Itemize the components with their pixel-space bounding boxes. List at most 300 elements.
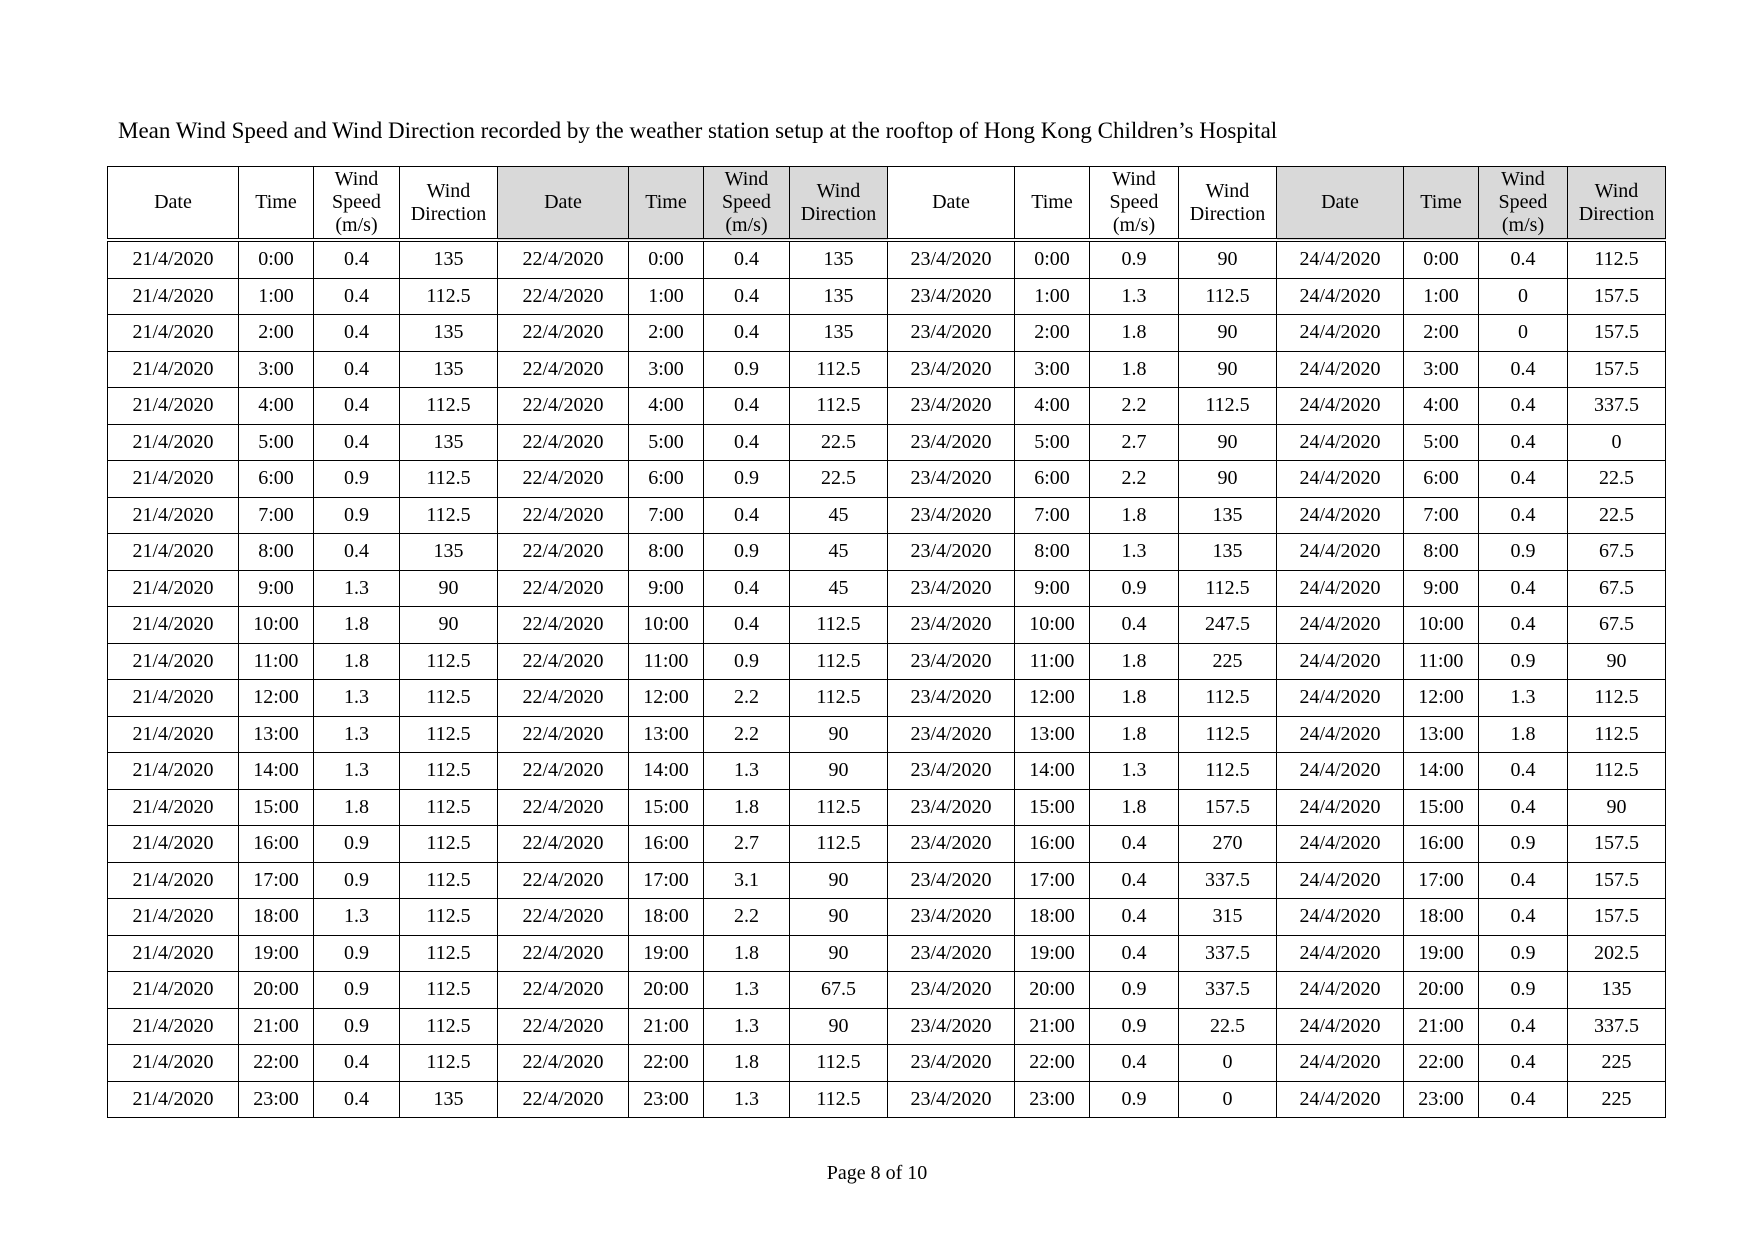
time-cell: 0:00 [629, 240, 704, 278]
wind-direction-cell: 45 [790, 534, 888, 571]
wind-speed-cell: 1.3 [1090, 753, 1179, 790]
time-cell: 12:00 [629, 680, 704, 717]
header-text: Direction [800, 202, 877, 225]
header-date [108, 167, 239, 241]
wind-speed-cell: 1.3 [704, 753, 790, 790]
wind-speed-cell: 1.3 [704, 1008, 790, 1045]
time-cell: 17:00 [1404, 862, 1479, 899]
wind-speed-cell: 0.4 [704, 278, 790, 315]
date-cell: 22/4/2020 [498, 461, 629, 498]
wind-direction-cell: 112.5 [790, 607, 888, 644]
wind-speed-cell: 1.3 [314, 716, 400, 753]
date-cell: 21/4/2020 [108, 1008, 239, 1045]
wind-direction-cell: 45 [790, 570, 888, 607]
wind-speed-cell: 0.4 [314, 351, 400, 388]
time-cell: 21:00 [1015, 1008, 1090, 1045]
date-cell: 22/4/2020 [498, 1081, 629, 1118]
wind-speed-cell: 0.9 [704, 461, 790, 498]
wind-speed-cell: 0.4 [704, 240, 790, 278]
time-cell: 8:00 [629, 534, 704, 571]
wind-direction-cell: 112.5 [400, 935, 498, 972]
wind-speed-cell: 0.4 [1479, 899, 1568, 936]
header-text: (m/s) [1501, 214, 1545, 236]
time-cell: 10:00 [1015, 607, 1090, 644]
time-cell: 16:00 [1404, 826, 1479, 863]
date-cell: 21/4/2020 [108, 424, 239, 461]
time-cell: 4:00 [629, 388, 704, 425]
date-cell: 21/4/2020 [108, 570, 239, 607]
time-cell: 5:00 [239, 424, 314, 461]
date-cell: 21/4/2020 [108, 680, 239, 717]
time-cell: 15:00 [1015, 789, 1090, 826]
wind-speed-cell: 0.4 [1090, 1045, 1179, 1082]
header-text: Date [932, 191, 970, 213]
date-cell: 22/4/2020 [498, 972, 629, 1009]
table-row [108, 1045, 1666, 1082]
wind-direction-cell: 135 [790, 278, 888, 315]
time-cell: 13:00 [239, 716, 314, 753]
wind-direction-cell: 112.5 [790, 1045, 888, 1082]
wind-direction-cell: 225 [1568, 1045, 1666, 1082]
wind-direction-cell: 112.5 [400, 972, 498, 1009]
time-cell: 22:00 [629, 1045, 704, 1082]
header-text: Direction [1189, 202, 1266, 225]
header-text: Time [645, 191, 687, 213]
wind-speed-cell: 1.8 [704, 935, 790, 972]
wind-speed-cell: 0.9 [314, 1008, 400, 1045]
wind-speed-cell: 0.4 [1479, 388, 1568, 425]
date-cell: 23/4/2020 [888, 1008, 1015, 1045]
wind-speed-cell: 1.8 [704, 789, 790, 826]
date-cell: 24/4/2020 [1277, 716, 1404, 753]
wind-direction-cell: 112.5 [1179, 716, 1277, 753]
header-text: Direction [1578, 202, 1655, 225]
date-cell: 24/4/2020 [1277, 862, 1404, 899]
time-cell: 19:00 [1404, 935, 1479, 972]
wind-speed-cell: 2.7 [1090, 424, 1179, 461]
table-row [108, 278, 1666, 315]
wind-direction-cell: 225 [1179, 643, 1277, 680]
date-cell: 21/4/2020 [108, 607, 239, 644]
wind-speed-cell: 2.2 [704, 680, 790, 717]
wind-speed-cell: 0.9 [704, 643, 790, 680]
date-cell: 23/4/2020 [888, 972, 1015, 1009]
wind-direction-cell: 112.5 [400, 1008, 498, 1045]
date-cell: 21/4/2020 [108, 899, 239, 936]
time-cell: 0:00 [1404, 240, 1479, 278]
wind-direction-cell: 157.5 [1568, 278, 1666, 315]
time-cell: 23:00 [239, 1081, 314, 1118]
time-cell: 9:00 [1015, 570, 1090, 607]
date-cell: 22/4/2020 [498, 1008, 629, 1045]
wind-speed-cell: 1.8 [1479, 716, 1568, 753]
date-cell: 24/4/2020 [1277, 753, 1404, 790]
date-cell: 21/4/2020 [108, 315, 239, 352]
time-cell: 16:00 [629, 826, 704, 863]
time-cell: 7:00 [629, 497, 704, 534]
wind-direction-cell: 22.5 [1179, 1008, 1277, 1045]
table-row [108, 240, 1666, 278]
wind-direction-cell: 90 [1179, 240, 1277, 278]
time-cell: 22:00 [239, 1045, 314, 1082]
wind-direction-cell: 112.5 [400, 643, 498, 680]
wind-direction-cell: 90 [790, 1008, 888, 1045]
time-cell: 9:00 [239, 570, 314, 607]
date-cell: 24/4/2020 [1277, 935, 1404, 972]
time-cell: 18:00 [239, 899, 314, 936]
wind-direction-cell: 22.5 [790, 424, 888, 461]
wind-speed-cell: 0.4 [704, 388, 790, 425]
date-cell: 24/4/2020 [1277, 1008, 1404, 1045]
header-text: Time [1420, 191, 1462, 213]
date-cell: 21/4/2020 [108, 826, 239, 863]
date-cell: 22/4/2020 [498, 716, 629, 753]
wind-direction-cell: 157.5 [1568, 315, 1666, 352]
time-cell: 12:00 [239, 680, 314, 717]
header-wind-direction [1179, 167, 1277, 241]
header-text: Speed [722, 191, 771, 213]
wind-speed-cell: 0 [1479, 278, 1568, 315]
header-time [1015, 167, 1090, 241]
date-cell: 23/4/2020 [888, 240, 1015, 278]
wind-speed-cell: 1.8 [1090, 789, 1179, 826]
wind-speed-cell: 0.9 [1479, 534, 1568, 571]
table-row [108, 534, 1666, 571]
date-cell: 23/4/2020 [888, 899, 1015, 936]
wind-speed-cell: 0.4 [314, 424, 400, 461]
wind-direction-cell: 90 [1179, 461, 1277, 498]
wind-direction-cell: 112.5 [790, 351, 888, 388]
wind-direction-cell: 112.5 [790, 680, 888, 717]
wind-direction-cell: 112.5 [400, 388, 498, 425]
wind-direction-cell: 90 [790, 753, 888, 790]
wind-direction-cell: 112.5 [400, 497, 498, 534]
date-cell: 22/4/2020 [498, 643, 629, 680]
wind-direction-cell: 157.5 [1568, 826, 1666, 863]
date-cell: 22/4/2020 [498, 424, 629, 461]
time-cell: 17:00 [239, 862, 314, 899]
header-text: Wind [334, 168, 379, 190]
wind-direction-cell: 90 [790, 899, 888, 936]
date-cell: 22/4/2020 [498, 680, 629, 717]
wind-direction-cell: 112.5 [400, 753, 498, 790]
time-cell: 16:00 [239, 826, 314, 863]
time-cell: 20:00 [1404, 972, 1479, 1009]
wind-speed-cell: 1.3 [704, 972, 790, 1009]
date-cell: 22/4/2020 [498, 388, 629, 425]
wind-direction-cell: 112.5 [400, 789, 498, 826]
time-cell: 16:00 [1015, 826, 1090, 863]
header-date [498, 167, 629, 241]
header-wind-speed [1090, 167, 1179, 241]
wind-speed-cell: 0.4 [1090, 826, 1179, 863]
time-cell: 5:00 [1404, 424, 1479, 461]
time-cell: 11:00 [239, 643, 314, 680]
time-cell: 20:00 [629, 972, 704, 1009]
date-cell: 24/4/2020 [1277, 570, 1404, 607]
wind-speed-cell: 1.3 [1479, 680, 1568, 717]
time-cell: 14:00 [1404, 753, 1479, 790]
date-cell: 22/4/2020 [498, 1045, 629, 1082]
table-row [108, 862, 1666, 899]
header-text: Wind [724, 168, 769, 190]
date-cell: 21/4/2020 [108, 240, 239, 278]
date-cell: 23/4/2020 [888, 315, 1015, 352]
header-text: Speed [1498, 191, 1548, 213]
header-text: Time [1031, 191, 1073, 213]
wind-speed-cell: 0.9 [314, 862, 400, 899]
wind-speed-cell: 1.8 [314, 643, 400, 680]
wind-direction-cell: 135 [790, 240, 888, 278]
header-date [888, 167, 1015, 241]
time-cell: 3:00 [1015, 351, 1090, 388]
wind-speed-cell: 0.9 [1090, 1081, 1179, 1118]
time-cell: 11:00 [1015, 643, 1090, 680]
time-cell: 19:00 [1015, 935, 1090, 972]
wind-speed-cell: 0.9 [1479, 935, 1568, 972]
header-wind-speed [314, 167, 400, 241]
wind-direction-cell: 112.5 [1179, 278, 1277, 315]
date-cell: 23/4/2020 [888, 1045, 1015, 1082]
table-row [108, 424, 1666, 461]
wind-speed-cell: 0.4 [1479, 789, 1568, 826]
date-cell: 23/4/2020 [888, 789, 1015, 826]
date-cell: 24/4/2020 [1277, 497, 1404, 534]
wind-direction-cell: 112.5 [790, 643, 888, 680]
date-cell: 22/4/2020 [498, 753, 629, 790]
wind-direction-cell: 315 [1179, 899, 1277, 936]
time-cell: 8:00 [1404, 534, 1479, 571]
wind-speed-cell: 0.4 [1090, 899, 1179, 936]
wind-direction-cell: 90 [1179, 424, 1277, 461]
wind-speed-cell: 1.8 [1090, 680, 1179, 717]
time-cell: 9:00 [629, 570, 704, 607]
date-cell: 23/4/2020 [888, 534, 1015, 571]
wind-direction-cell: 0 [1179, 1045, 1277, 1082]
date-cell: 22/4/2020 [498, 789, 629, 826]
time-cell: 7:00 [1015, 497, 1090, 534]
wind-direction-cell: 112.5 [1568, 680, 1666, 717]
table-row [108, 972, 1666, 1009]
wind-direction-cell: 22.5 [1568, 497, 1666, 534]
wind-direction-cell: 67.5 [1568, 607, 1666, 644]
table-row [108, 789, 1666, 826]
wind-direction-cell: 112.5 [1568, 240, 1666, 278]
table-row [108, 753, 1666, 790]
wind-speed-cell: 1.3 [314, 899, 400, 936]
date-cell: 23/4/2020 [888, 278, 1015, 315]
wind-direction-cell: 202.5 [1568, 935, 1666, 972]
time-cell: 10:00 [239, 607, 314, 644]
date-cell: 23/4/2020 [888, 388, 1015, 425]
table-row [108, 570, 1666, 607]
table-row [108, 497, 1666, 534]
wind-speed-cell: 1.8 [1090, 497, 1179, 534]
time-cell: 3:00 [1404, 351, 1479, 388]
wind-direction-cell: 135 [400, 534, 498, 571]
date-cell: 23/4/2020 [888, 643, 1015, 680]
wind-direction-cell: 90 [1568, 789, 1666, 826]
wind-direction-cell: 112.5 [790, 1081, 888, 1118]
wind-speed-cell: 1.8 [1090, 643, 1179, 680]
header-text: Wind [426, 179, 471, 202]
date-cell: 22/4/2020 [498, 862, 629, 899]
table-row [108, 643, 1666, 680]
wind-direction-cell: 90 [400, 570, 498, 607]
wind-direction-cell: 337.5 [1179, 972, 1277, 1009]
wind-direction-cell: 135 [400, 1081, 498, 1118]
table-row [108, 461, 1666, 498]
wind-speed-cell: 0.4 [1479, 497, 1568, 534]
time-cell: 22:00 [1015, 1045, 1090, 1082]
wind-direction-cell: 112.5 [400, 862, 498, 899]
wind-speed-cell: 1.8 [314, 789, 400, 826]
table-body [108, 240, 1666, 1118]
time-cell: 6:00 [239, 461, 314, 498]
time-cell: 8:00 [239, 534, 314, 571]
time-cell: 22:00 [1404, 1045, 1479, 1082]
table-row [108, 607, 1666, 644]
wind-direction-cell: 90 [1568, 643, 1666, 680]
time-cell: 15:00 [629, 789, 704, 826]
time-cell: 6:00 [1404, 461, 1479, 498]
wind-direction-cell: 90 [790, 862, 888, 899]
header-text: Wind [1112, 168, 1156, 190]
time-cell: 6:00 [1015, 461, 1090, 498]
wind-direction-cell: 22.5 [790, 461, 888, 498]
date-cell: 22/4/2020 [498, 278, 629, 315]
date-cell: 21/4/2020 [108, 935, 239, 972]
wind-speed-cell: 0.4 [314, 1081, 400, 1118]
date-cell: 21/4/2020 [108, 497, 239, 534]
time-cell: 17:00 [629, 862, 704, 899]
wind-speed-cell: 0.4 [1479, 607, 1568, 644]
wind-speed-cell: 0.4 [704, 497, 790, 534]
date-cell: 24/4/2020 [1277, 789, 1404, 826]
header-time [629, 167, 704, 241]
table-header-row [108, 167, 1666, 241]
date-cell: 22/4/2020 [498, 570, 629, 607]
date-cell: 21/4/2020 [108, 351, 239, 388]
wind-speed-cell: 0.4 [1479, 570, 1568, 607]
wind-direction-cell: 112.5 [400, 716, 498, 753]
time-cell: 19:00 [629, 935, 704, 972]
wind-direction-cell: 157.5 [1568, 862, 1666, 899]
date-cell: 21/4/2020 [108, 972, 239, 1009]
wind-direction-cell: 135 [400, 351, 498, 388]
date-cell: 21/4/2020 [108, 461, 239, 498]
wind-direction-cell: 112.5 [1568, 716, 1666, 753]
time-cell: 12:00 [1404, 680, 1479, 717]
header-wind-direction [790, 167, 888, 241]
wind-speed-cell: 1.8 [314, 607, 400, 644]
wind-speed-cell: 1.3 [314, 753, 400, 790]
time-cell: 20:00 [239, 972, 314, 1009]
time-cell: 1:00 [1015, 278, 1090, 315]
wind-speed-cell: 0.9 [704, 351, 790, 388]
time-cell: 14:00 [629, 753, 704, 790]
date-cell: 21/4/2020 [108, 1081, 239, 1118]
wind-speed-cell: 0.4 [314, 1045, 400, 1082]
time-cell: 0:00 [1015, 240, 1090, 278]
wind-direction-cell: 45 [790, 497, 888, 534]
wind-direction-cell: 0 [1568, 424, 1666, 461]
wind-speed-cell: 1.8 [704, 1045, 790, 1082]
wind-direction-cell: 112.5 [1179, 388, 1277, 425]
wind-direction-cell: 112.5 [400, 899, 498, 936]
time-cell: 14:00 [239, 753, 314, 790]
header-wind-speed [1479, 167, 1568, 241]
wind-direction-cell: 112.5 [400, 278, 498, 315]
wind-direction-cell: 247.5 [1179, 607, 1277, 644]
wind-speed-cell: 0.9 [314, 826, 400, 863]
wind-speed-cell: 2.2 [1090, 461, 1179, 498]
wind-speed-cell: 0.4 [1479, 1045, 1568, 1082]
date-cell: 22/4/2020 [498, 534, 629, 571]
time-cell: 15:00 [1404, 789, 1479, 826]
header-text: Date [544, 191, 582, 213]
wind-speed-cell: 0.4 [1479, 1008, 1568, 1045]
wind-direction-cell: 270 [1179, 826, 1277, 863]
wind-direction-cell: 337.5 [1179, 862, 1277, 899]
wind-direction-cell: 112.5 [1179, 753, 1277, 790]
wind-direction-cell: 112.5 [790, 789, 888, 826]
time-cell: 12:00 [1015, 680, 1090, 717]
time-cell: 5:00 [1015, 424, 1090, 461]
wind-direction-cell: 135 [790, 315, 888, 352]
date-cell: 23/4/2020 [888, 680, 1015, 717]
wind-speed-cell: 2.2 [1090, 388, 1179, 425]
table-row [108, 680, 1666, 717]
table-row [108, 826, 1666, 863]
wind-speed-cell: 0.4 [314, 278, 400, 315]
time-cell: 11:00 [629, 643, 704, 680]
date-cell: 22/4/2020 [498, 351, 629, 388]
wind-speed-cell: 0.4 [314, 240, 400, 278]
date-cell: 22/4/2020 [498, 497, 629, 534]
date-cell: 24/4/2020 [1277, 240, 1404, 278]
time-cell: 5:00 [629, 424, 704, 461]
wind-direction-cell: 135 [1179, 497, 1277, 534]
time-cell: 8:00 [1015, 534, 1090, 571]
time-cell: 23:00 [1015, 1081, 1090, 1118]
wind-direction-cell: 135 [1568, 972, 1666, 1009]
wind-data-table [107, 166, 1666, 1118]
wind-speed-cell: 0.9 [314, 497, 400, 534]
time-cell: 10:00 [1404, 607, 1479, 644]
date-cell: 24/4/2020 [1277, 972, 1404, 1009]
wind-direction-cell: 135 [1179, 534, 1277, 571]
time-cell: 4:00 [1015, 388, 1090, 425]
date-cell: 24/4/2020 [1277, 424, 1404, 461]
date-cell: 22/4/2020 [498, 899, 629, 936]
time-cell: 3:00 [239, 351, 314, 388]
time-cell: 13:00 [1404, 716, 1479, 753]
wind-direction-cell: 0 [1179, 1081, 1277, 1118]
wind-direction-cell: 90 [1179, 315, 1277, 352]
date-cell: 24/4/2020 [1277, 534, 1404, 571]
table-row [108, 935, 1666, 972]
time-cell: 6:00 [629, 461, 704, 498]
time-cell: 23:00 [629, 1081, 704, 1118]
time-cell: 18:00 [1015, 899, 1090, 936]
wind-direction-cell: 112.5 [400, 461, 498, 498]
date-cell: 21/4/2020 [108, 534, 239, 571]
date-cell: 24/4/2020 [1277, 899, 1404, 936]
wind-speed-cell: 0.9 [704, 534, 790, 571]
time-cell: 7:00 [1404, 497, 1479, 534]
table-row [108, 1008, 1666, 1045]
